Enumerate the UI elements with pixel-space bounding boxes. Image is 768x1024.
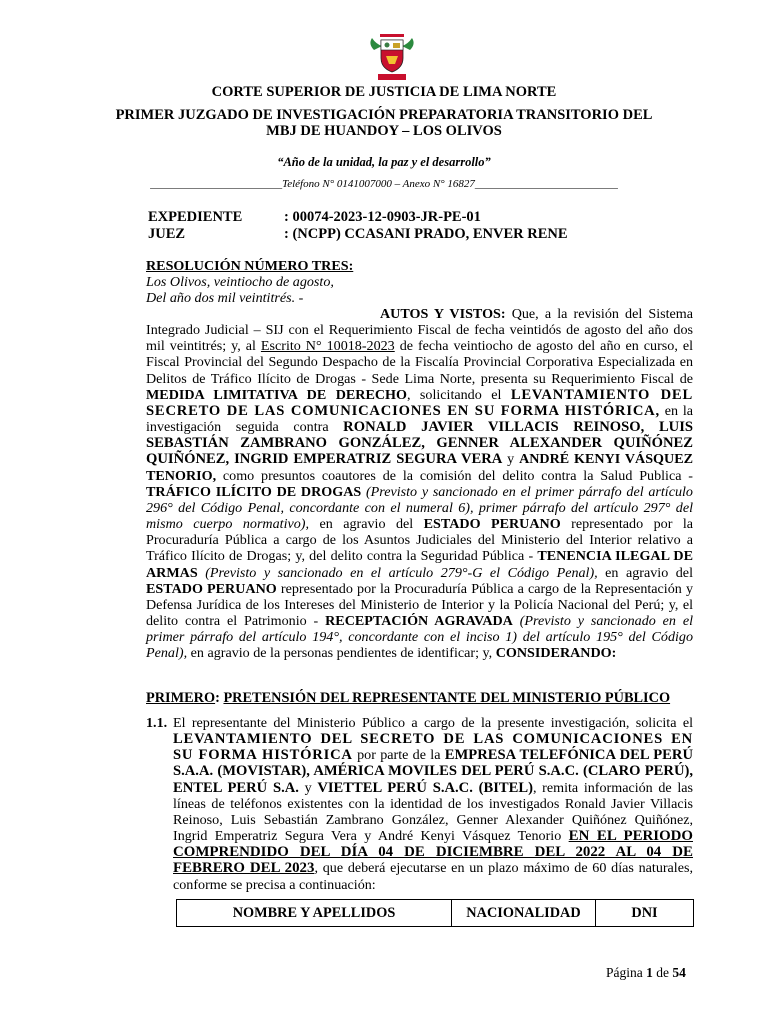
medida-term: MEDIDA LIMITATIVA DE DERECHO [146,386,407,403]
year-motto: “Año de la unidad, la paz y el desarrollo” [277,155,491,169]
item-text-part: , remita información de las líneas de teléfonos existentes con la identidad de los investigados Ronald Javier Villacis Reinoso, Luis Sebastián Zambrano González, Genner Alexander Quiñónez Quiñónez, Ingrid Emperatriz Segura Vera y André Kenyi Vásquez Tenorio [173,779,694,845]
section-primero-heading [146,690,706,707]
autos-text: Que, a la revisión del Sistema Integrado Judicial – SIJ con el Requerimiento Fiscal de fecha veintidós de agosto del año dos mil veintitrés; y, al [146,306,693,355]
expediente-row [148,209,481,225]
levantamiento-term: LEVANTAMIENTO DEL SECRETO DE LAS COMUNICACIONES EN SU FORMA HISTÓRICA [173,731,693,764]
tid-offense: TRÁFICO ILÍCITO DE DROGAS [146,483,362,500]
phone-line: ________________________Teléfono N° 0141007000 – Anexo N° 16827__________________________ [150,178,618,190]
autos-text: en agravio del [309,516,424,533]
page-word: Página [606,965,647,980]
resolution-heading [146,258,693,306]
juez-label: JUEZ [148,226,186,242]
table-header-row [177,900,694,927]
expediente-label: EXPEDIENTE [148,209,243,225]
page-current: 1 [646,965,653,980]
item-text-part: El representante del Ministerio Público a cargo de la presente investigación, solicita el [173,715,693,731]
court-office-line-1: PRIMER JUZGADO DE INVESTIGACIÓN PREPARATORIA TRANSITORIO DEL [115,107,653,123]
levantamiento-term: LEVANTAMIENTO DEL SECRETO DE LAS COMUNICACIONES EN SU FORMA HISTÓRICA, [146,386,693,419]
court-office-line-2: MBJ DE HUANDOY – LOS OLIVOS [266,123,502,139]
investigados-table [176,899,694,927]
item-number: 1.1. [146,715,168,731]
autos-text: como presuntos coautores de la comisión del delito contra la Salud Publica - [216,467,693,484]
armas-offense: TENENCIA ILEGAL DE ARMAS [146,548,693,581]
col-nombre: NOMBRE Y APELLIDOS [177,900,452,927]
considerando-term: CONSIDERANDO: [495,645,617,662]
autos-lead: AUTOS Y VISTOS: [380,306,506,322]
item-1-1 [146,715,693,893]
autos-text: representado por la Procuraduría Pública a cargo de la Representación y Defensa Jurídica de los Intereses del Ministerio de Interior y la Policía Nacional del Perú; y, el delito contra el Patrimonio - [146,580,694,629]
item-text-part: , que deberá ejecutarse en un plazo máximo de 60 días naturales, conforme se precisa a continuación: [173,860,693,893]
col-nacionalidad: NACIONALIDAD [452,900,596,927]
col-dni: DNI [596,900,694,927]
resolution-place: Los Olivos, veintiocho de agosto, [146,274,334,291]
resolution-title: RESOLUCIÓN NÚMERO TRES: [146,258,354,274]
expediente-value: : 00074-2023-12-0903-JR-PE-01 [284,209,481,225]
periodo-range: EN EL PERIODO COMPRENDIDO DEL DÍA 04 DE DICIEMBRE DEL 2022 AL 04 DE FEBRERO DEL 2023 [173,828,693,877]
receptacion-offense: RECEPTACIÓN AGRAVADA [325,612,513,629]
investigados-names: RONALD JAVIER VILLACIS REINOSO, LUIS SEBASTIÁN ZAMBRANO GONZÁLEZ, GENNER ALEXANDER QUIÑÓNEZ QUIÑÓNEZ, INGRID EMPERATRIZ SEGURA VERA [146,419,694,468]
primero-title: PRETENSIÓN DEL REPRESENTANTE DEL MINISTERIO PÚBLICO [223,690,671,706]
viettel-name: VIETTEL PERÚ S.A.C. (BITEL) [317,779,533,796]
item-text [173,715,693,893]
primero-label: PRIMERO [146,690,216,706]
page-number [606,965,686,981]
autos-text: de fecha veintiocho de agosto del año en curso, el Fiscal Provincial del Segundo Despacho de la Fiscalía Provincial Corporativa Especializada en Delitos de Tráfico Ilícito de Drogas - Sede Lima Norte, presenta su Requerimiento Fiscal de [146,338,693,387]
autos-y-vistos-paragraph [146,306,693,661]
autos-text: en la investigación seguida contra [146,402,693,436]
autos-text: en agravio de la personas pendientes de identificar; y, [187,645,496,662]
item-text-part: por parte de la [352,747,445,764]
andre-name: ANDRÉ KENYI VÁSQUEZ TENORIO, [146,451,693,484]
autos-text: , solicitando el [406,386,511,403]
juez-row [148,226,568,242]
page-of: de [652,965,673,980]
escrito-ref: Escrito N° 10018-2023 [260,338,395,355]
estado-peruano: ESTADO PERUANO [146,580,277,597]
autos-text: y [502,451,520,468]
autos-text: representado por la Procuraduría Pública a cargo de los Asuntos Judiciales del Ministerio del Interior relativo a Tráfico Ilícito de Drogas; y, del delito contra la Seguridad Pública - [146,516,694,565]
primero-colon: : [215,690,224,706]
resolution-date: Del año dos mil veintitrés. - [146,290,304,307]
empresas-names: EMPRESA TELEFÓNICA DEL PERÚ S.A.A. (MOVISTAR), AMÉRICA MOVILES DEL PERÚ S.A.C. (CLARO PERÚ), ENTEL PERÚ S.A. [173,747,693,796]
item-text-part: y [298,779,318,796]
page-total: 54 [672,965,686,980]
armas-note: (Previsto y sancionado en el artículo 279°-G el Código Penal), [197,564,598,581]
poder-judicial-seal-icon [366,32,418,82]
tid-note: (Previsto y sancionado en el primer párrafo del artículo 296° del Código Penal, concordante con el numeral 6), primer párrafo del artículo 297° del mismo cuerpo normativo), [146,483,693,533]
autos-text: en agravio del [597,564,693,581]
estado-peruano: ESTADO PERUANO [423,516,561,533]
juez-value: : (NCPP) CCASANI PRADO, ENVER RENE [284,226,568,242]
receptacion-note: (Previsto y sancionado en el primer párrafo del artículo 194°, concordante con el inciso 1) del artículo 195° del Código Penal), [146,612,694,662]
court-name: CORTE SUPERIOR DE JUSTICIA DE LIMA NORTE [211,84,557,100]
